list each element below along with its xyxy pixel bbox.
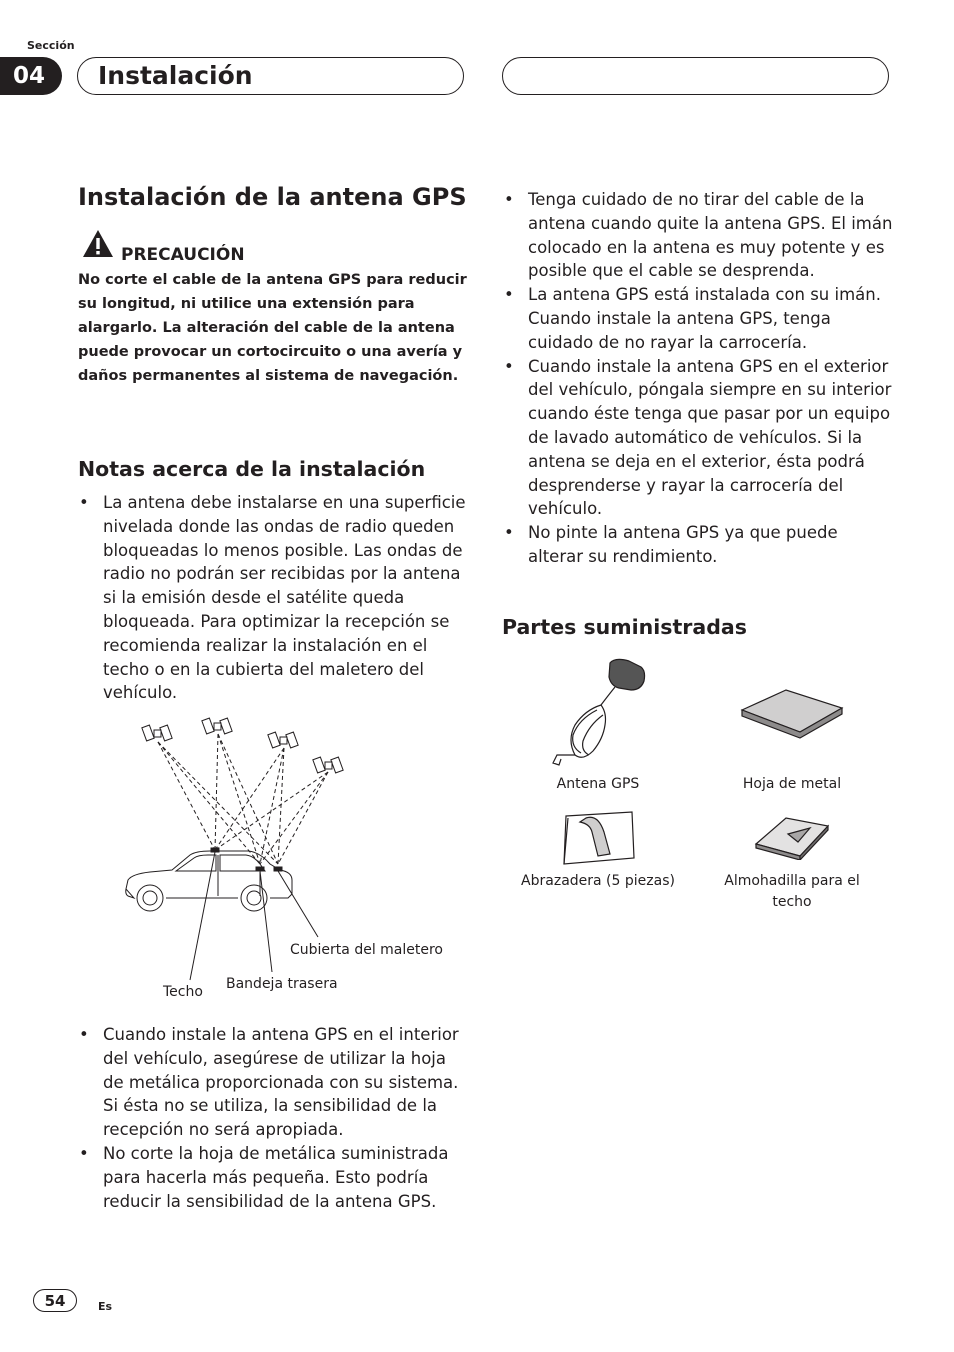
language-code: Es <box>98 1300 113 1313</box>
metal-sheet-icon <box>738 686 846 742</box>
list-item: • Cuando instale la antena GPS en el exterior del vehículo, póngala siempre en su interior cuando éste tenga que pasar por un equipo de lavado automático de vehículos. Si la antena se deja en el exterior, ésta podrá desprenderse y rayar la carrocería del vehículo. <box>503 355 895 522</box>
part-label-sheet: Hoja de metal <box>742 776 842 792</box>
label-roof: Techo <box>163 984 203 1000</box>
notes-list-column2 <box>503 188 895 569</box>
label-rear-tray: Bandeja trasera <box>226 976 338 992</box>
installation-figure <box>120 712 450 1006</box>
page-title: Instalación de la antena GPS <box>78 183 467 211</box>
list-item: • No pinte la antena GPS ya que puede alterar su rendimiento. <box>503 521 895 569</box>
parts-heading: Partes suministradas <box>502 615 747 639</box>
notes-heading: Notas acerca de la instalación <box>78 457 426 481</box>
car-satellite-illustration <box>120 712 450 1002</box>
clamp-icon <box>560 808 638 868</box>
section-number-badge: 04 <box>0 57 62 95</box>
part-label-clamp: Abrazadera (5 piezas) <box>521 873 675 889</box>
section-label: Sección <box>27 39 75 52</box>
roof-pad-icon <box>752 814 832 860</box>
gps-antenna-icon <box>545 655 650 770</box>
part-label-roof-pad: Almohadilla para el techo <box>724 873 860 910</box>
notes-list-top <box>78 491 468 705</box>
page-number: 54 <box>33 1289 77 1312</box>
list-item: • Tenga cuidado de no tirar del cable de la antena cuando quite la antena GPS. El imán colocado en la antena es muy potente y es posible que el cable se desprenda. <box>503 188 895 283</box>
list-item: • No corte la hoja de metálica suministrada para hacerla más pequeña. Esto podría reducir la sensibilidad de la antena GPS. <box>78 1142 468 1213</box>
warning-icon <box>82 229 114 258</box>
list-item: • La antena debe instalarse en una superficie nivelada donde las ondas de radio queden bloqueadas lo menos posible. Las ondas de radio no podrán ser recibidas por la antena si la emisión desde el satélite queda bloqueada. Para optimizar la recepción se recomienda realizar la instalación en el techo o en la cubierta del maletero del vehículo. <box>78 491 468 705</box>
header-empty-box <box>502 57 889 95</box>
notes-list-bottom <box>78 1023 468 1213</box>
satellite-icon <box>268 732 298 748</box>
part-label-antenna: Antena GPS <box>556 776 640 792</box>
list-item: • Cuando instale la antena GPS en el interior del vehículo, asegúrese de utilizar la hoja de metálica proporcionada con su sistema. Si ésta no se utiliza, la sensibilidad de la recepción no será apropiada. <box>78 1023 468 1142</box>
label-trunk: Cubierta del maletero <box>290 942 443 958</box>
satellite-icon <box>202 718 232 734</box>
caution-heading: PRECAUCIÓN <box>121 245 245 265</box>
chapter-title: Instalación <box>77 57 464 95</box>
satellite-icon <box>313 757 343 773</box>
caution-text: No corte el cable de la antena GPS para reducir su longitud, ni utilice una extensión para alargarlo. La alteración del cable de la antena puede provocar un cortocircuito o una avería y daños permanentes al sistema de navegación. <box>78 272 467 384</box>
satellite-icon <box>142 725 172 741</box>
list-item: • La antena GPS está instalada con su imán. Cuando instale la antena GPS, tenga cuidado de no rayar la carrocería. <box>503 283 895 354</box>
